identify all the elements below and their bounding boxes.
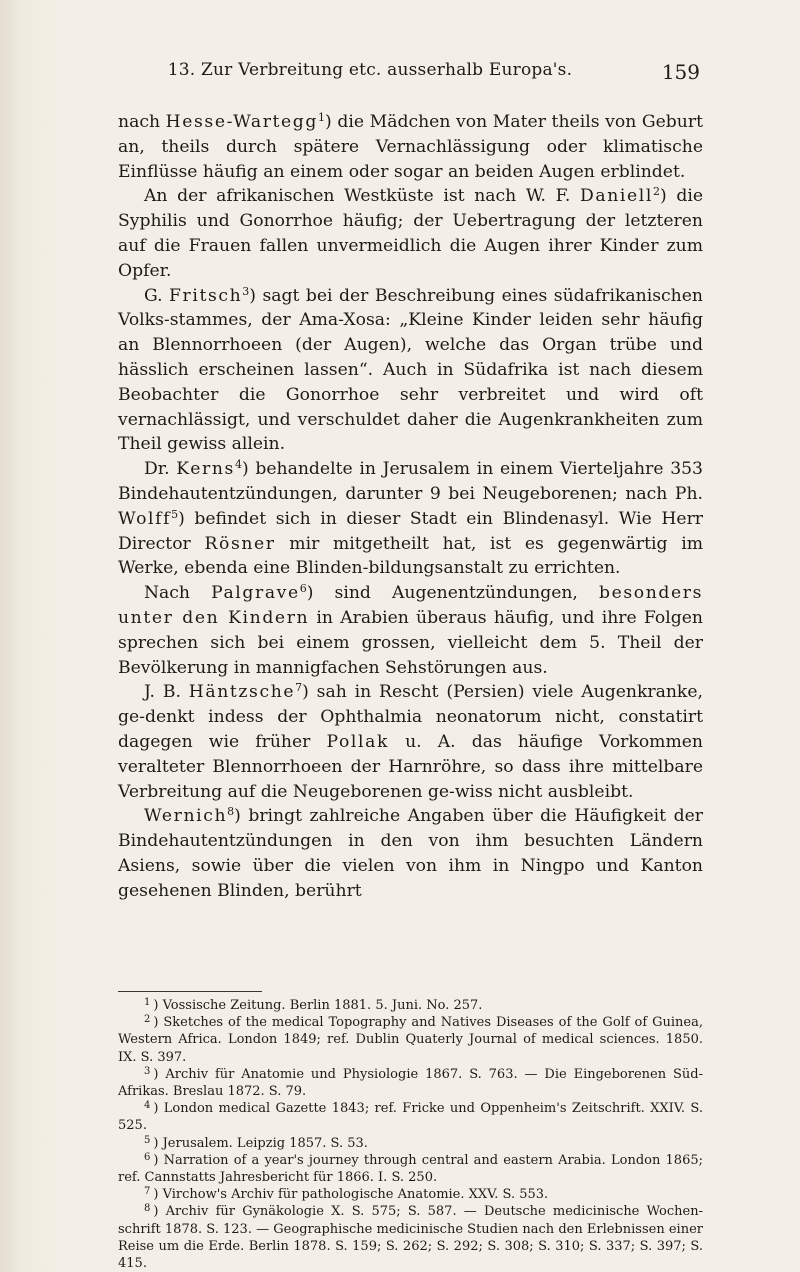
footnote: $^4$ ) London medical Gazette 1843; ref. Fricke und Oppenheim's Zeitschrift. XXIV. S. 525.	[118, 1100, 703, 1134]
footnote-marker: 2	[652, 185, 660, 199]
footnote: $^3$ ) Archiv für Anatomie und Physiologie 1867. S. 763. — Die Eingeborenen Süd-Afrikas. Breslau 1872. S. 79.	[118, 1065, 703, 1100]
footnote-marker: 8	[227, 805, 235, 819]
author-name: Fritsch	[169, 285, 243, 306]
footnote-divider	[118, 991, 262, 992]
paragraph: Dr. Kerns$^4$) behandelte in Jerusalem in einem Vierteljahre 353 Bindehautentzündungen, darunter 9 bei Neugeborenen; nach Ph. Wolff$^5$) befindet sich in dieser Stadt ein Blindenasyl. Wie Herr Director Rösner mir mitgetheilt hat, ist es gegenwärtig im Werke, ebenda eine Blinden-bildungsanstalt zu errichten.	[118, 458, 703, 579]
footnote-marker: 5	[171, 507, 179, 521]
author-name: Wernich	[144, 806, 228, 827]
emphasis-text: besonders unter den Kindern	[118, 583, 703, 628]
paragraph: An der afrikanischen Westküste ist nach W. F. Daniell$^2$) die Syphilis und Gonorrhoe häufig; der Uebertragung der letzteren auf die Frauen fallen unvermeidlich die Augen ihrer Kinder zum Opfer.	[118, 185, 703, 281]
author-name: Pollak	[326, 731, 389, 752]
footnote-marker: 4	[234, 458, 242, 472]
author-name: Palgrave	[211, 583, 300, 604]
footnote-marker: 6	[299, 582, 307, 596]
footnote-marker: 7	[295, 681, 303, 695]
author-name: Kerns	[176, 459, 235, 480]
footnote: $^2$ ) Sketches of the medical Topography and Natives Diseases of the Golf of Guinea, Western Africa. London 1849; ref. Dublin Quaterly Journal of medical sciences. 1850. IX. S. 397.	[118, 1014, 703, 1065]
paragraph: J. B. Häntzsche$^7$) sah in Rescht (Persien) viele Augenkranke, ge-denkt indess der Ophthalmia neonatorum nicht, constatirt dagegen wie früher Pollak u. A. das häufige Vorkommen veralteter Blennorrhoeen der Harnröhre, so dass ihre mittelbare Verbreitung auf die Neugeborenen ge-wiss nicht ausbleibt.	[118, 681, 703, 802]
author-name: Hesse-Wartegg	[165, 112, 318, 132]
footnote: $^8$ ) Archiv für Gynäkologie X. S. 575; S. 587. — Deutsche medicinische Wochen-schrift 1878. S. 123. — Geographische medicinische Studien nach den Erlebnissen einer Reise um die Erde. Berlin 1878. S. 159; S. 262; S. 292; S. 308; S. 310; S. 337; S. 397; S. 415.	[118, 1203, 703, 1272]
author-name: Rösner	[204, 533, 276, 554]
author-name: Häntzsche	[188, 682, 296, 703]
paragraph: Wernich$^8$) bringt zahlreiche Angaben über die Häufigkeit der Bindehautentzündungen in den von ihm besuchten Ländern Asiens, sowie über die vielen von ihm in Ningpo und Kanton gesehenen Blinden, berührt	[118, 805, 703, 901]
footnote: $^6$ ) Narration of a year's journey through central and eastern Arabia. London 1865; ref. Cannstatts Jahresbericht für 1866. I. S. 250.	[118, 1151, 703, 1186]
footnote: $^1$ ) Vossische Zeitung. Berlin 1881. 5. Juni. No. 257.	[144, 997, 483, 1013]
footnote-marker: 1	[318, 111, 325, 124]
author-name: Wolff	[118, 508, 172, 529]
author-name: Daniell	[580, 186, 653, 207]
main-text	[118, 110, 703, 904]
running-title: 13. Zur Verbreitung etc. ausserhalb Europa's.	[167, 60, 573, 80]
page-number: 159	[661, 60, 700, 84]
footnote: $^7$ ) Virchow's Archiv für pathologische Anatomie. XXV. S. 553.	[144, 1186, 549, 1203]
footnote-marker: 3	[242, 284, 250, 298]
footnotes	[118, 997, 703, 1272]
paragraph: G. Fritsch$^3$) sagt bei der Beschreibung eines südafrikanischen Volks-stammes, der Ama-Xosa: „Kleine Kinder leiden sehr häufig an Blennorrhoeen (der Augen), welche das Organ trübe und hässlich erscheinen lassen“. Auch in Südafrika ist nach diesem Beobachter die Gonorrhoe sehr verbreitet und wird oft vernachlässigt, und verschuldet daher die Augenkrankheiten zum Theil gewiss allein.	[118, 284, 703, 455]
footnote: $^5$ ) Jerusalem. Leipzig 1857. S. 53.	[144, 1134, 368, 1151]
page-header	[100, 60, 700, 86]
paragraph: nach Hesse-Wartegg$^1$) die Mädchen von Mater theils von Geburt an, theils durch spätere Vernachlässigung oder klimatische Einflüsse häufig an einem oder sogar an beiden Augen erblindet.	[118, 111, 703, 182]
paragraph: Nach Palgrave$^6$) sind Augenentzündungen, besonders unter den Kindern in Arabien überaus häufig, und ihre Folgen sprechen sich bei einem grossen, vielleicht dem 5. Theil der Bevölkerung in mannigfachen Sehstörungen aus.	[118, 582, 703, 678]
